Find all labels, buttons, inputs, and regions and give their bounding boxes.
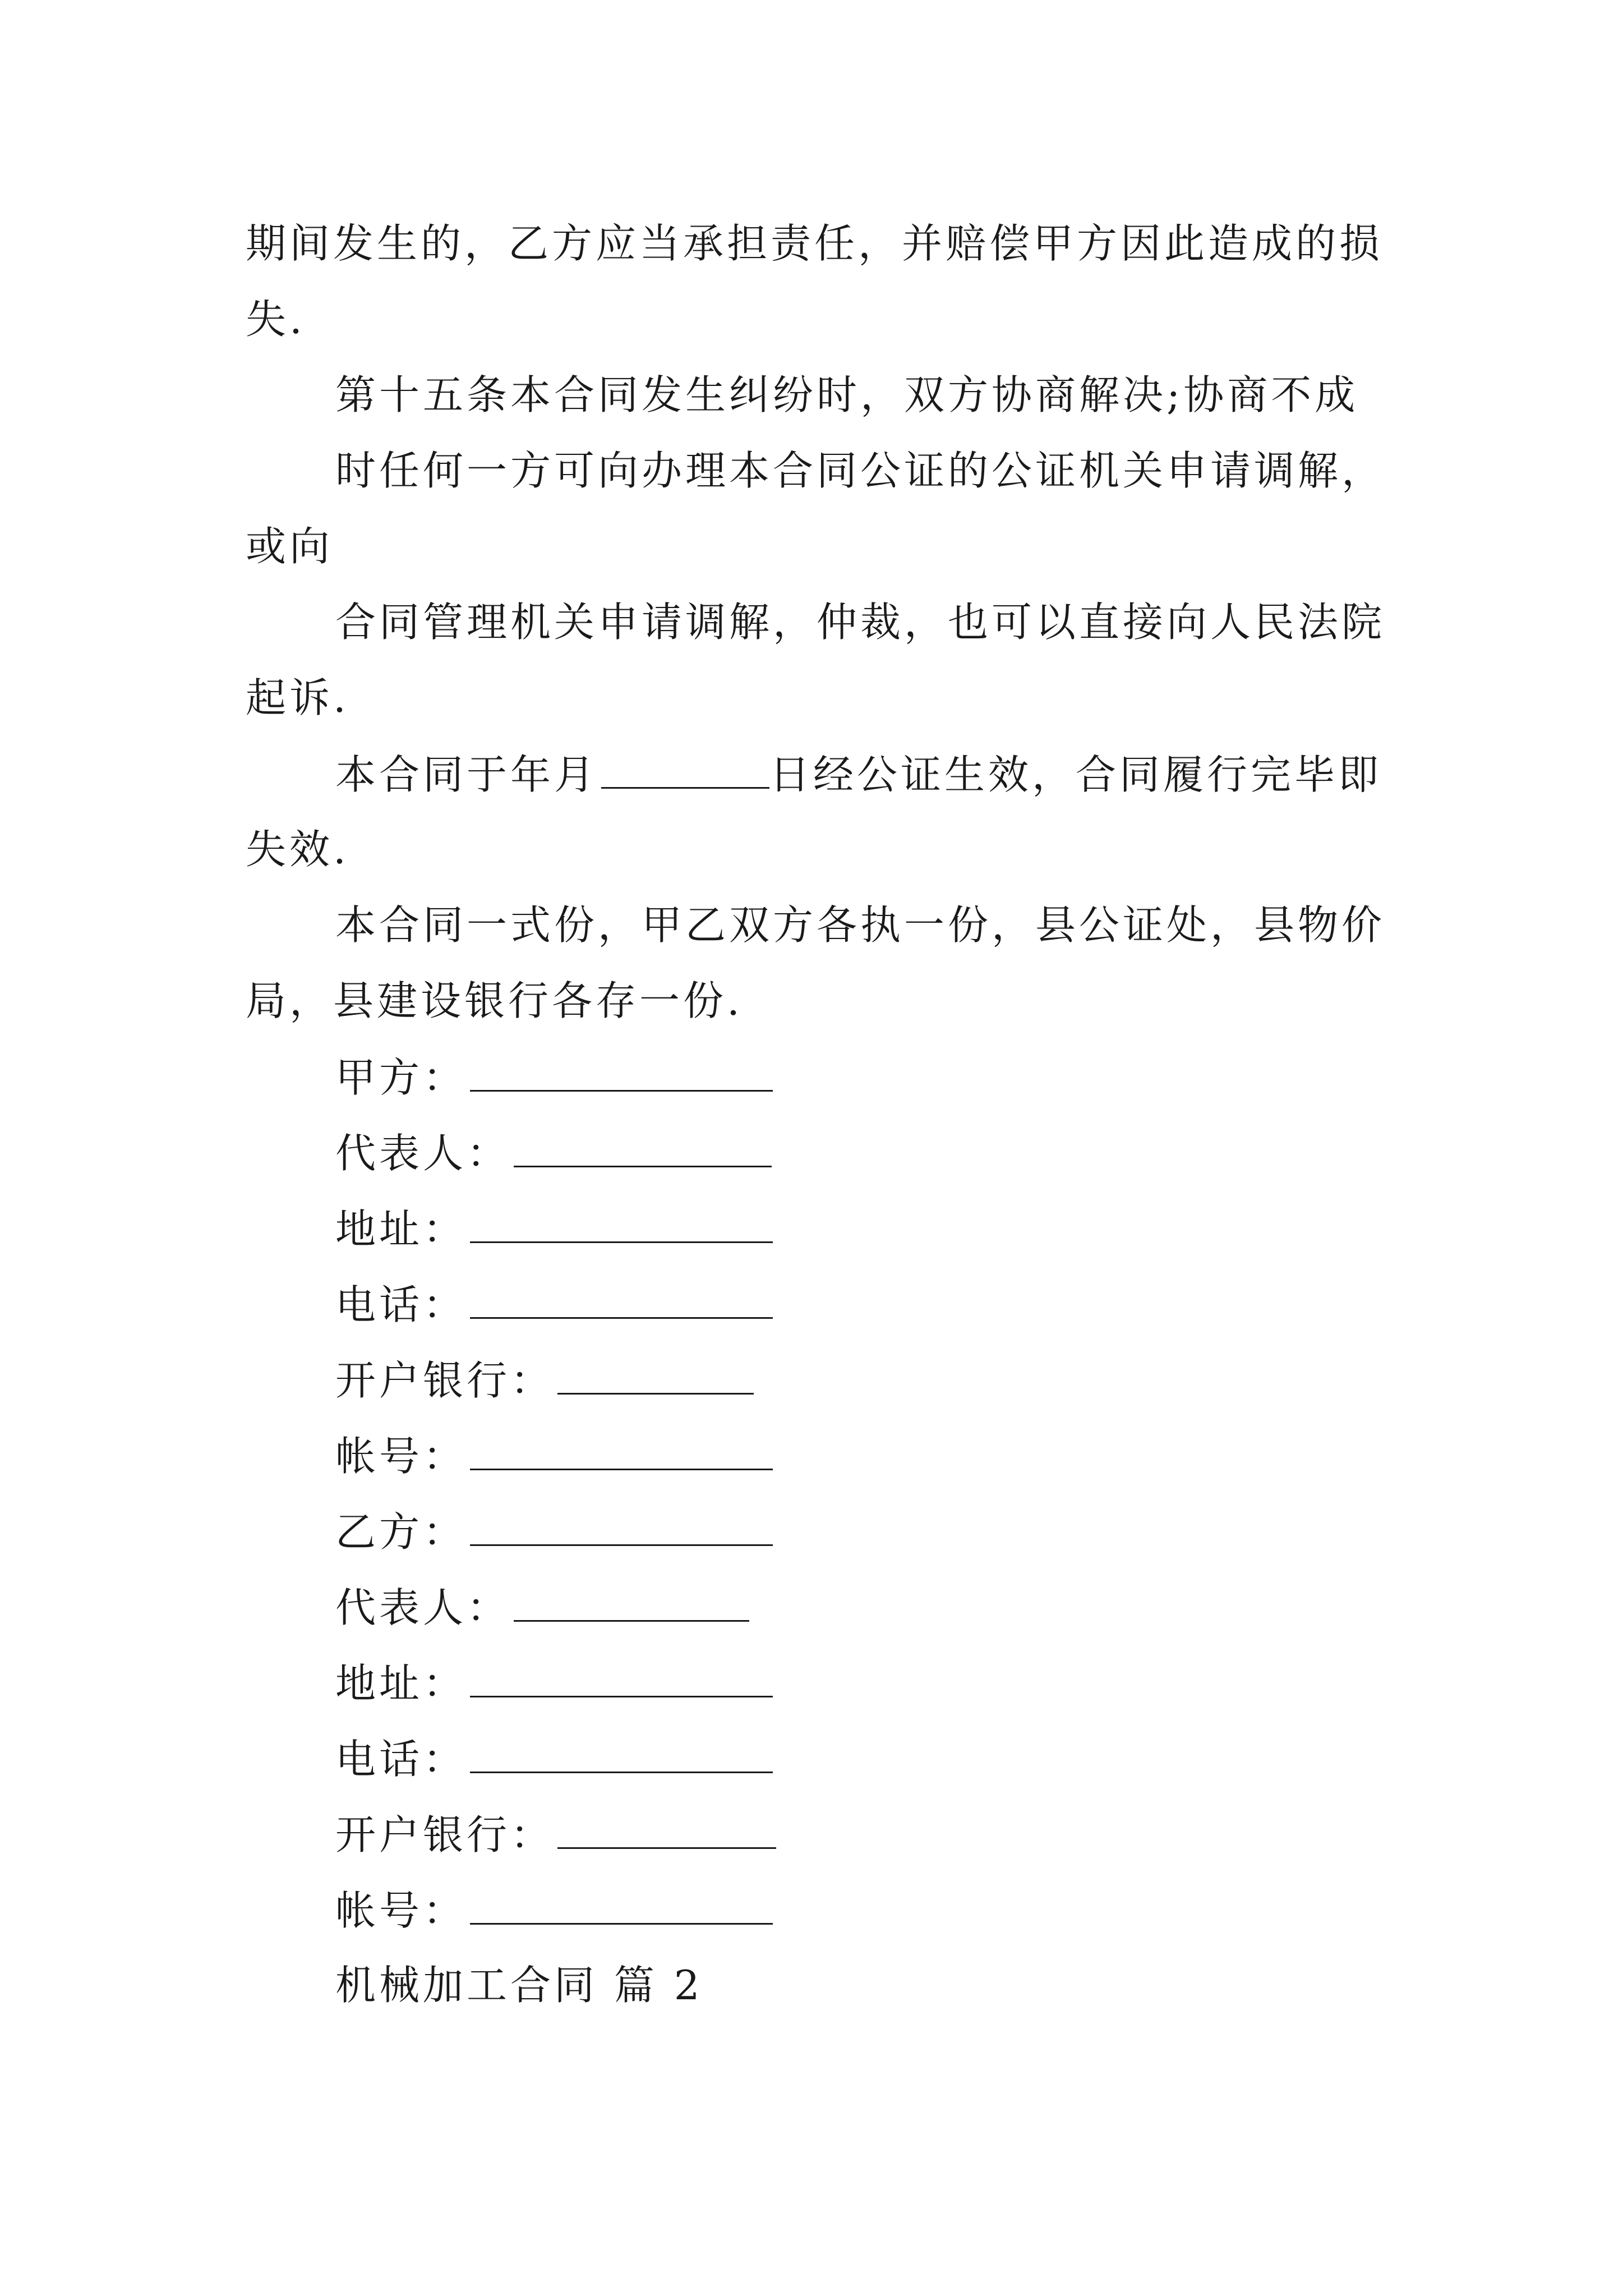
party-b-name-field: [335, 1508, 773, 1556]
field-label: 乙方：: [335, 1508, 467, 1556]
day-blank[interactable]: [601, 753, 769, 789]
field-label: 甲方：: [335, 1054, 467, 1101]
party-a-bank-field: [335, 1357, 754, 1404]
paragraph-line: 时任何一方可向办理本合同公证的公证机关申请调解，: [335, 447, 1386, 494]
party-a-name-field: [335, 1054, 773, 1101]
party-a-name-blank[interactable]: [470, 1056, 773, 1092]
party-b-account-field: [335, 1887, 773, 1934]
effective-date-suffix: 日经公证生效，合同履行完毕即: [769, 751, 1382, 798]
party-b-rep-field: [335, 1584, 749, 1631]
paragraph-line: 第十五条本合同发生纠纷时，双方协商解决;协商不成: [335, 371, 1359, 418]
party-a-rep-field: [335, 1130, 772, 1177]
party-b-account-blank[interactable]: [470, 1889, 773, 1925]
field-label: 开户银行：: [335, 1811, 555, 1858]
party-a-account-blank[interactable]: [470, 1435, 773, 1470]
paragraph-line: 本合同一式份，甲乙双方各执一份，县公证处，县物价: [335, 901, 1386, 949]
paragraph-line: 合同管理机关申请调解，仲裁，也可以直接向人民法院: [335, 599, 1386, 646]
party-b-name-blank[interactable]: [470, 1511, 773, 1546]
party-a-address-blank[interactable]: [470, 1208, 773, 1243]
party-a-address-field: [335, 1205, 773, 1253]
party-b-bank-field: [335, 1811, 776, 1858]
field-label: 地址：: [335, 1660, 467, 1707]
field-label: 电话：: [335, 1736, 467, 1783]
field-label: 帐号：: [335, 1433, 467, 1480]
party-a-bank-blank[interactable]: [557, 1359, 754, 1395]
party-b-address-blank[interactable]: [470, 1662, 773, 1697]
paragraph-line: 失效.: [246, 826, 349, 873]
party-a-phone-field: [335, 1281, 773, 1328]
paragraph-line: 失.: [246, 296, 306, 343]
party-b-rep-blank[interactable]: [514, 1586, 749, 1622]
paragraph-line: 局，县建设银行各存一份.: [246, 977, 743, 1024]
party-b-bank-blank[interactable]: [557, 1814, 776, 1849]
party-a-account-field: [335, 1433, 773, 1480]
party-a-rep-blank[interactable]: [514, 1132, 772, 1167]
field-label: 代表人：: [335, 1584, 511, 1631]
paragraph-line: 期间发生的，乙方应当承担责任，并赔偿甲方因此造成的损: [246, 220, 1384, 267]
paragraph-line: 或向: [246, 523, 334, 570]
field-label: 代表人：: [335, 1130, 511, 1177]
effective-date-line: [335, 751, 1382, 798]
field-label: 帐号：: [335, 1887, 467, 1934]
party-b-address-field: [335, 1660, 773, 1707]
field-label: 电话：: [335, 1281, 467, 1328]
party-b-phone-field: [335, 1736, 773, 1783]
field-label: 地址：: [335, 1205, 467, 1253]
party-a-phone-blank[interactable]: [470, 1283, 773, 1319]
effective-date-prefix: 本合同于年月: [335, 751, 598, 798]
field-label: 开户银行：: [335, 1357, 555, 1404]
paragraph-line: 起诉.: [246, 674, 349, 721]
next-section-title: 机械加工合同 篇 2: [335, 1962, 703, 2009]
party-b-phone-blank[interactable]: [470, 1738, 773, 1773]
